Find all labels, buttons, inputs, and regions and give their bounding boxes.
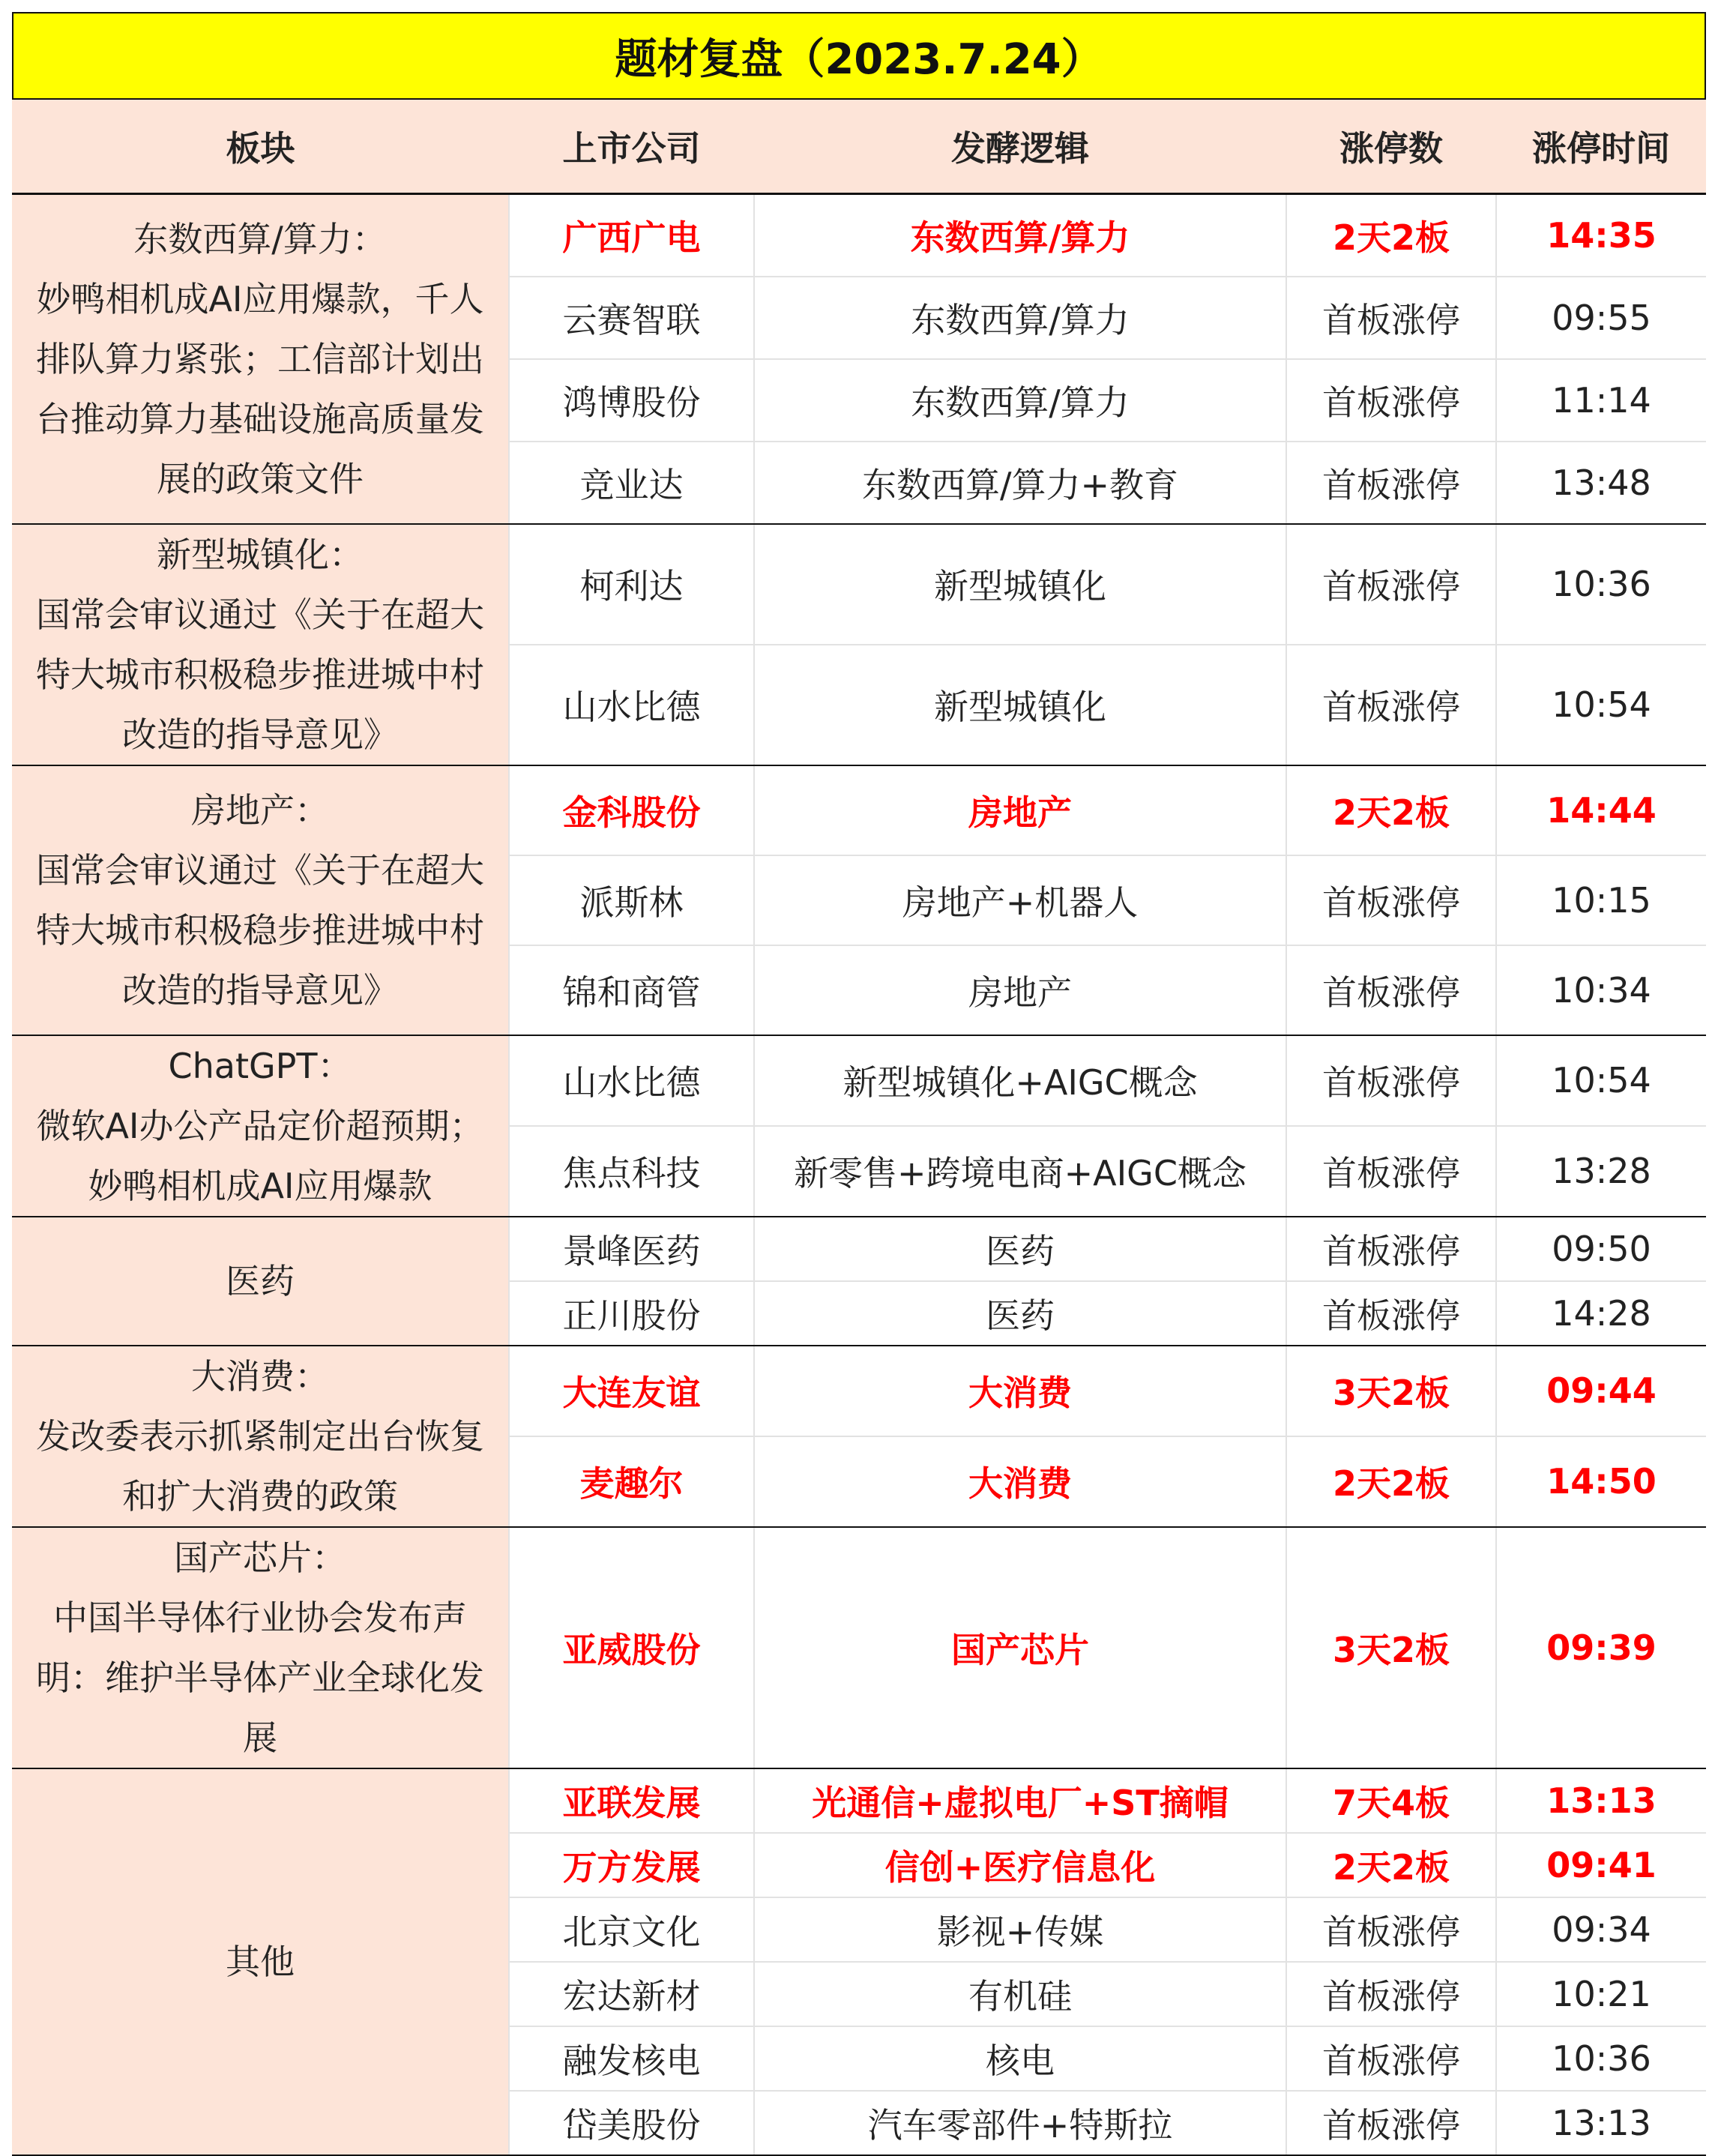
sector-cell: [12, 524, 509, 765]
limit-up-count-cell: 2天2板: [1286, 1833, 1496, 1897]
company-cell: 鸿博股份: [509, 359, 754, 442]
logic-cell: 有机硅: [754, 1962, 1286, 2026]
table-row: [12, 194, 1706, 277]
limit-up-time-cell: 09:39: [1496, 1527, 1706, 1768]
limit-up-time-cell: 10:36: [1496, 2026, 1706, 2091]
limit-up-count-cell: 2天2板: [1286, 1436, 1496, 1527]
company-cell: 派斯林: [509, 855, 754, 945]
sector-name: ChatGPT：: [168, 1045, 352, 1086]
logic-cell: 东数西算/算力: [754, 277, 1286, 359]
limit-up-time-cell: 14:28: [1496, 1281, 1706, 1346]
company-cell: 山水比德: [509, 645, 754, 765]
limit-up-count-cell: 首板涨停: [1286, 359, 1496, 442]
limit-up-count-cell: 2天2板: [1286, 194, 1496, 277]
logic-cell: 医药: [754, 1281, 1286, 1346]
company-cell: 万方发展: [509, 1833, 754, 1897]
logic-cell: 房地产: [754, 765, 1286, 855]
limit-up-time-cell: 13:48: [1496, 442, 1706, 524]
logic-cell: 东数西算/算力+教育: [754, 442, 1286, 524]
limit-up-time-cell: 14:44: [1496, 765, 1706, 855]
theme-review-table: [12, 100, 1706, 2156]
logic-cell: 核电: [754, 2026, 1286, 2091]
column-header-sector: 板块: [12, 100, 509, 194]
column-header-company: 上市公司: [509, 100, 754, 194]
sector-catalyst: 微软AI办公产品定价超预期；妙鸭相机成AI应用爆款: [36, 1105, 484, 1206]
limit-up-count-cell: 2天2板: [1286, 765, 1496, 855]
sector-cell: [12, 1768, 509, 2155]
company-cell: 山水比德: [509, 1035, 754, 1126]
sector-name: 国产芯片：: [174, 1537, 346, 1578]
company-cell: 金科股份: [509, 765, 754, 855]
limit-up-count-cell: 首板涨停: [1286, 1035, 1496, 1126]
limit-up-count-cell: 3天2板: [1286, 1346, 1496, 1436]
company-cell: 亚威股份: [509, 1527, 754, 1768]
logic-cell: 东数西算/算力: [754, 359, 1286, 442]
table-row: [12, 1346, 1706, 1436]
limit-up-time-cell: 09:41: [1496, 1833, 1706, 1897]
logic-cell: 新型城镇化+AIGC概念: [754, 1035, 1286, 1126]
logic-cell: 新零售+跨境电商+AIGC概念: [754, 1126, 1286, 1217]
limit-up-time-cell: 10:34: [1496, 945, 1706, 1035]
limit-up-time-cell: 13:13: [1496, 2091, 1706, 2155]
company-cell: 云赛智联: [509, 277, 754, 359]
limit-up-count-cell: 首板涨停: [1286, 524, 1496, 645]
company-cell: 柯利达: [509, 524, 754, 645]
limit-up-count-cell: 首板涨停: [1286, 1897, 1496, 1962]
logic-cell: 新型城镇化: [754, 645, 1286, 765]
logic-cell: 东数西算/算力: [754, 194, 1286, 277]
limit-up-count-cell: 首板涨停: [1286, 2091, 1496, 2155]
limit-up-time-cell: 09:55: [1496, 277, 1706, 359]
limit-up-count-cell: 首板涨停: [1286, 1126, 1496, 1217]
company-cell: 竞业达: [509, 442, 754, 524]
company-cell: 景峰医药: [509, 1217, 754, 1281]
company-cell: 麦趣尔: [509, 1436, 754, 1527]
sector-name: 新型城镇化：: [157, 534, 364, 575]
sector-catalyst: 国常会审议通过《关于在超大特大城市积极稳步推进城中村改造的指导意见》: [36, 594, 484, 755]
company-cell: 焦点科技: [509, 1126, 754, 1217]
limit-up-count-cell: 7天4板: [1286, 1768, 1496, 1833]
limit-up-count-cell: 首板涨停: [1286, 945, 1496, 1035]
company-cell: 广西广电: [509, 194, 754, 277]
sector-name: 医药: [226, 1260, 295, 1301]
table-row: [12, 1217, 1706, 1281]
sector-cell: [12, 1346, 509, 1527]
limit-up-time-cell: 10:54: [1496, 1035, 1706, 1126]
table-row: [12, 765, 1706, 855]
limit-up-count-cell: 3天2板: [1286, 1527, 1496, 1768]
company-cell: 岱美股份: [509, 2091, 754, 2155]
table-row: [12, 524, 1706, 645]
logic-cell: 大消费: [754, 1436, 1286, 1527]
sector-catalyst: 国常会审议通过《关于在超大特大城市积极稳步推进城中村改造的指导意见》: [36, 849, 484, 1011]
logic-cell: 国产芯片: [754, 1527, 1286, 1768]
limit-up-count-cell: 首板涨停: [1286, 855, 1496, 945]
limit-up-time-cell: 10:54: [1496, 645, 1706, 765]
company-cell: 北京文化: [509, 1897, 754, 1962]
sector-name: 大消费：: [191, 1355, 329, 1397]
limit-up-count-cell: 首板涨停: [1286, 645, 1496, 765]
header-row: [12, 100, 1706, 194]
limit-up-count-cell: 首板涨停: [1286, 277, 1496, 359]
limit-up-time-cell: 14:50: [1496, 1436, 1706, 1527]
sector-name: 东数西算/算力：: [133, 218, 387, 259]
logic-cell: 汽车零部件+特斯拉: [754, 2091, 1286, 2155]
sector-cell: [12, 1527, 509, 1768]
company-cell: 亚联发展: [509, 1768, 754, 1833]
company-cell: 正川股份: [509, 1281, 754, 1346]
limit-up-count-cell: 首板涨停: [1286, 1962, 1496, 2026]
company-cell: 宏达新材: [509, 1962, 754, 2026]
logic-cell: 房地产+机器人: [754, 855, 1286, 945]
limit-up-time-cell: 13:28: [1496, 1126, 1706, 1217]
logic-cell: 信创+医疗信息化: [754, 1833, 1286, 1897]
sector-cell: [12, 194, 509, 524]
logic-cell: 影视+传媒: [754, 1897, 1286, 1962]
limit-up-count-cell: 首板涨停: [1286, 1217, 1496, 1281]
sector-catalyst: 妙鸭相机成AI应用爆款，千人排队算力紧张；工信部计划出台推动算力基础设施高质量发展的政策文件: [36, 278, 484, 499]
limit-up-time-cell: 10:21: [1496, 1962, 1706, 2026]
limit-up-count-cell: 首板涨停: [1286, 2026, 1496, 2091]
table-header: [12, 100, 1706, 194]
column-header-time: 涨停时间: [1496, 100, 1706, 194]
logic-cell: 新型城镇化: [754, 524, 1286, 645]
sector-cell: [12, 765, 509, 1035]
logic-cell: 房地产: [754, 945, 1286, 1035]
limit-up-time-cell: 10:36: [1496, 524, 1706, 645]
table-body: [12, 194, 1706, 2155]
company-cell: 融发核电: [509, 2026, 754, 2091]
column-header-logic: 发酵逻辑: [754, 100, 1286, 194]
limit-up-time-cell: 09:44: [1496, 1346, 1706, 1436]
sector-name: 其他: [226, 1941, 295, 1982]
limit-up-count-cell: 首板涨停: [1286, 442, 1496, 524]
sector-catalyst: 中国半导体行业协会发布声明：维护半导体产业全球化发展: [36, 1597, 484, 1758]
page-title: 题材复盘（2023.7.24）: [12, 12, 1706, 100]
limit-up-time-cell: 10:15: [1496, 855, 1706, 945]
limit-up-time-cell: 14:35: [1496, 194, 1706, 277]
limit-up-time-cell: 09:50: [1496, 1217, 1706, 1281]
limit-up-time-cell: 09:34: [1496, 1897, 1706, 1962]
logic-cell: 光通信+虚拟电厂+ST摘帽: [754, 1768, 1286, 1833]
table-row: [12, 1768, 1706, 1833]
limit-up-time-cell: 13:13: [1496, 1768, 1706, 1833]
company-cell: 大连友谊: [509, 1346, 754, 1436]
sector-catalyst: 发改委表示抓紧制定出台恢复和扩大消费的政策: [36, 1415, 484, 1517]
sector-cell: [12, 1035, 509, 1217]
company-cell: 锦和商管: [509, 945, 754, 1035]
table-row: [12, 1035, 1706, 1126]
sector-cell: [12, 1217, 509, 1346]
logic-cell: 大消费: [754, 1346, 1286, 1436]
limit-up-count-cell: 首板涨停: [1286, 1281, 1496, 1346]
column-header-count: 涨停数: [1286, 100, 1496, 194]
sector-name: 房地产：: [191, 789, 329, 831]
limit-up-time-cell: 11:14: [1496, 359, 1706, 442]
table-row: [12, 1527, 1706, 1768]
logic-cell: 医药: [754, 1217, 1286, 1281]
